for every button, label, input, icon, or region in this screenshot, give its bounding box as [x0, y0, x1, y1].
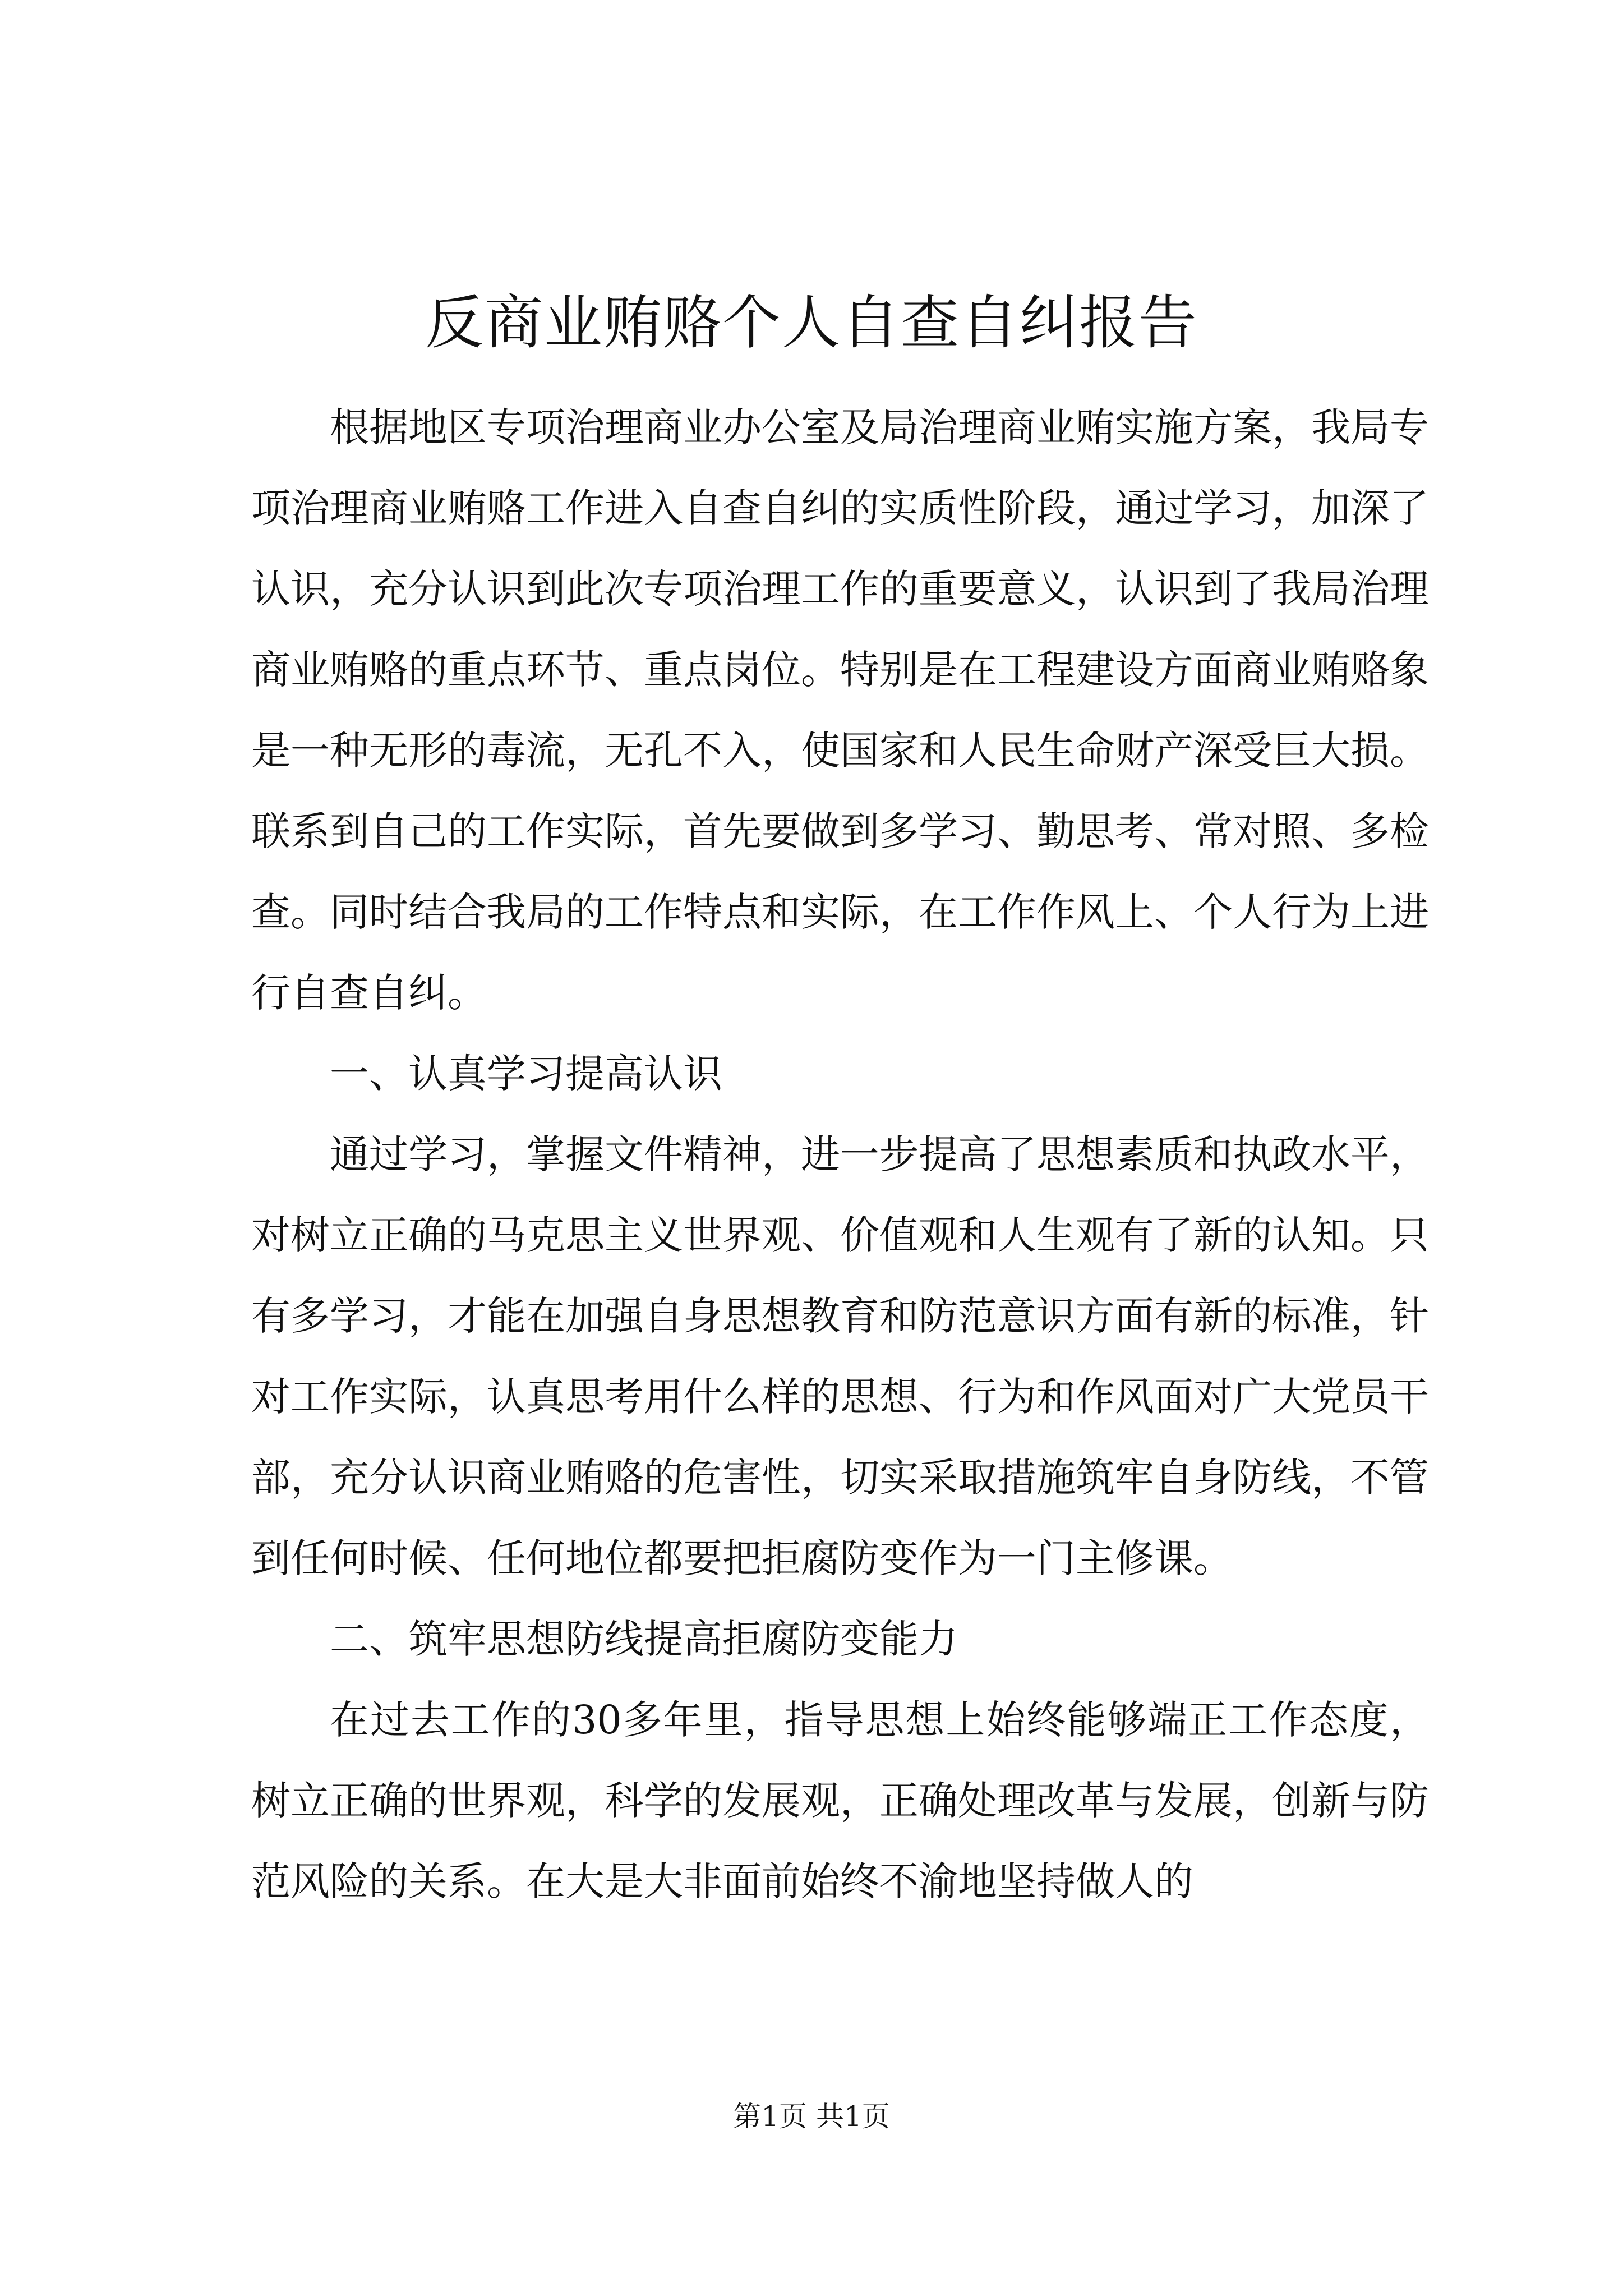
- section-heading-2: 二、筑牢思想防线提高拒腐防变能力: [330, 1616, 958, 1662]
- section-heading-1: 一、认真学习提高认识: [330, 1051, 722, 1097]
- document-title: 反商业贿赂个人自查自纠报告: [425, 288, 1198, 357]
- paragraph-intro: 根据地区专项治理商业办公室及局治理商业贿实施方案，我局专项治理商业贿赂工作进入自查自纠的实质性阶段，通过学习，加深了认识，充分认识到此次专项治理工作的重要意义，认识到了我局治理商业贿赂的重点环节、重点岗位。特别是在工程建设方面商业贿赂象是一种无形的毒流，无孔不入，使国家和人民生命财产深受巨大损。联系到自己的工作实际，首先要做到多学习、勤思考、常对照、多检查。同时结合我局的工作特点和实际，在工作作风上、个人行为上进行自查自纠。: [251, 404, 1429, 1016]
- document-body: [251, 387, 1429, 1922]
- paragraph-section-1: 通过学习，掌握文件精神，进一步提高了思想素质和执政水平，对树立正确的马克思主义世界观、价值观和人生观有了新的认知。只有多学习，才能在加强自身思想教育和防范意识方面有新的标准，针对工作实际，认真思考用什么样的思想、行为和作风面对广大党员干部，充分认识商业贿赂的危害性，切实采取措施筑牢自身防线，不管到任何时候、任何地位都要把拒腐防变作为一门主修课。: [251, 1131, 1429, 1581]
- page-footer: 第1页 共1页: [733, 2100, 890, 2133]
- paragraph-section-2: 在过去工作的30多年里，指导思想上始终能够端正工作态度，树立正确的世界观，科学的发展观，正确处理改革与发展，创新与防范风险的关系。在大是大非面前始终不渝地坚持做人的: [251, 1697, 1429, 1904]
